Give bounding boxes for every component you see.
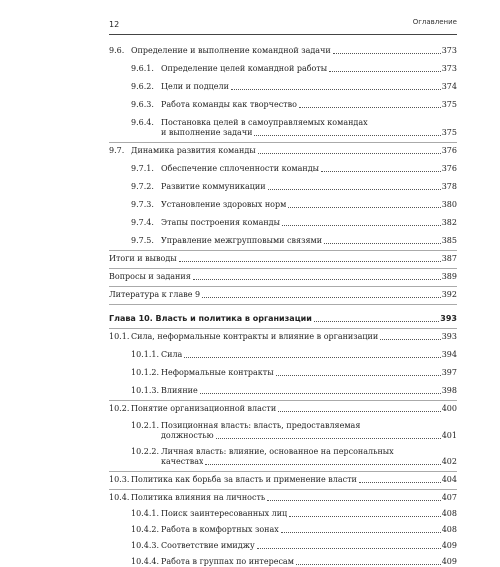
toc-entry-title-line2: качествах — [161, 457, 204, 466]
divider — [109, 489, 457, 490]
toc-entry-number: 10.4.4. — [131, 557, 159, 566]
toc-leader-dots — [200, 392, 441, 394]
toc-entry — [109, 509, 457, 519]
toc-leader-dots — [216, 437, 441, 439]
toc-leader-dots — [282, 224, 441, 226]
toc-entry — [109, 525, 457, 535]
toc-leader-dots — [268, 188, 441, 190]
toc-entry-title: Определение целей командной работы — [161, 64, 328, 73]
toc-leader-dots — [380, 338, 441, 340]
toc-entry — [109, 254, 457, 264]
toc-entry-title-line1: Личная власть: влияние, основанное на персональных — [161, 447, 394, 456]
toc-entry-page: 400 — [441, 404, 457, 413]
toc-entry — [109, 164, 457, 174]
toc-entry-title-line1: Позиционная власть: власть, предоставляемая — [161, 421, 361, 430]
toc-entry-number: 9.7.1. — [131, 164, 154, 173]
toc-entry-page: 393 — [441, 332, 457, 341]
toc-leader-dots — [321, 170, 441, 172]
toc-entry-continuation — [109, 431, 457, 441]
toc-entry-number: 9.7. — [109, 146, 125, 155]
toc-entry-title: Сила — [161, 350, 183, 359]
toc-entry-page: 394 — [441, 350, 457, 359]
divider — [109, 268, 457, 269]
toc-leader-dots — [276, 374, 441, 376]
toc-entry-page: 392 — [441, 290, 457, 299]
toc-leader-dots — [314, 320, 439, 322]
toc-entry-title: Влияние — [161, 386, 198, 395]
divider — [109, 250, 457, 251]
toc-entry — [109, 272, 457, 282]
toc-entry-number: 9.6.2. — [131, 82, 154, 91]
toc-entry-number: 10.4.2. — [131, 525, 159, 534]
toc-leader-dots — [296, 563, 441, 565]
toc-entry-page: 408 — [441, 509, 457, 518]
toc-entry — [109, 475, 457, 485]
toc-entry-page: 375 — [441, 100, 457, 109]
toc-leader-dots — [329, 70, 441, 72]
toc-entry-title: Неформальные контракты — [161, 368, 274, 377]
toc-entry-title: Установление здоровых норм — [161, 200, 287, 209]
toc-leader-dots — [278, 410, 441, 412]
divider — [109, 142, 457, 143]
divider — [109, 328, 457, 329]
toc-leader-dots — [281, 531, 441, 533]
toc-entry-number: 10.1.1. — [131, 350, 159, 359]
toc-entry-title: Соответствие имиджу — [161, 541, 255, 550]
toc-entry — [109, 182, 457, 192]
toc-entry-number: 10.2.1. — [131, 421, 159, 430]
toc-entry-title: Литература к главе 9 — [109, 290, 201, 299]
toc-entry — [109, 82, 457, 92]
toc-entry — [109, 64, 457, 74]
toc-leader-dots — [289, 515, 441, 517]
toc-entry — [109, 200, 457, 210]
toc-entry — [109, 493, 457, 503]
toc-entry-page: 389 — [441, 272, 457, 281]
toc-entry-number: 9.7.2. — [131, 182, 154, 191]
toc-entry-page: 402 — [441, 457, 457, 466]
toc-entry-page: 409 — [441, 557, 457, 566]
toc-entry-number: 10.1. — [109, 332, 130, 341]
toc-entry-page: 407 — [441, 493, 457, 502]
toc-leader-dots — [299, 106, 441, 108]
toc-entry-title: Политика влияния на личность — [131, 493, 266, 502]
toc-entry-page: 382 — [441, 218, 457, 227]
toc-entry-number: 10.3. — [109, 475, 130, 484]
toc-entry-title: Работа в комфортных зонах — [161, 525, 279, 534]
toc-entry-title: Определение и выполнение командной задачи — [131, 46, 331, 55]
toc-entry-title: Управление межгрупповыми связями — [161, 236, 323, 245]
chapter-heading — [109, 314, 457, 324]
toc-entry-page: 375 — [441, 128, 457, 137]
toc-entry-continuation — [109, 128, 457, 138]
toc-entry-title: Сила, неформальные контракты и влияние в организации — [131, 332, 379, 341]
toc-entry-title: Глава 10. Власть и политика в организации — [109, 314, 312, 323]
toc-leader-dots — [205, 463, 440, 465]
page-number: 12 — [109, 20, 120, 29]
toc-entry-title: Обеспечение сплоченности команды — [161, 164, 320, 173]
toc-entry-page: 401 — [441, 431, 457, 440]
toc-entry — [109, 146, 457, 156]
toc-leader-dots — [288, 206, 440, 208]
toc-entry — [109, 404, 457, 414]
toc-entry-number: 10.1.3. — [131, 386, 159, 395]
toc-entry — [109, 541, 457, 551]
toc-entry-title: Работа команды как творчество — [161, 100, 297, 109]
divider — [109, 286, 457, 287]
toc-entry — [109, 421, 457, 431]
running-head: Оглавление — [412, 18, 457, 26]
toc-leader-dots — [184, 356, 440, 358]
toc-entry-page: 397 — [441, 368, 457, 377]
toc-entry-number: 10.4.3. — [131, 541, 159, 550]
toc-entry — [109, 557, 457, 567]
toc-entry-title: Вопросы и задания — [109, 272, 191, 281]
toc-entry-page: 393 — [440, 314, 457, 323]
toc-entry — [109, 368, 457, 378]
toc-leader-dots — [333, 52, 441, 54]
toc-leader-dots — [258, 152, 441, 154]
toc-entry — [109, 100, 457, 110]
toc-entry — [109, 332, 457, 342]
toc-leader-dots — [193, 278, 441, 280]
toc-entry-number: 9.7.5. — [131, 236, 154, 245]
toc-entry-number: 9.6. — [109, 46, 125, 55]
toc-entry-number: 10.2. — [109, 404, 130, 413]
toc-entry — [109, 218, 457, 228]
divider — [109, 304, 457, 305]
toc-entry-page: 376 — [441, 146, 457, 155]
toc-entry-number: 10.2.2. — [131, 447, 159, 456]
toc-entry-page: 378 — [441, 182, 457, 191]
toc-entry-page: 373 — [441, 46, 457, 55]
toc-entry-page: 380 — [441, 200, 457, 209]
toc-entry-page: 404 — [441, 475, 457, 484]
toc-entry — [109, 290, 457, 300]
divider — [109, 471, 457, 472]
toc-entry-title-line2: должностью — [161, 431, 214, 440]
toc-entry-page: 387 — [441, 254, 457, 263]
toc-entry-page: 376 — [441, 164, 457, 173]
toc-leader-dots — [267, 499, 440, 501]
toc-leader-dots — [359, 481, 441, 483]
toc-leader-dots — [231, 88, 441, 90]
toc-entry-title: Этапы построения команды — [161, 218, 280, 227]
toc-entry-page: 374 — [441, 82, 457, 91]
toc-entry-title: Цели и подцели — [161, 82, 229, 91]
toc-entry-number: 9.6.4. — [131, 118, 154, 127]
toc-entry-title-line2: и выполнение задачи — [161, 128, 253, 137]
toc-leader-dots — [257, 547, 441, 549]
toc-entry-page: 398 — [441, 386, 457, 395]
toc-entry-number: 10.4. — [109, 493, 130, 502]
toc-entry-page: 385 — [441, 236, 457, 245]
divider — [109, 400, 457, 401]
toc-leader-dots — [254, 134, 440, 136]
toc-entry-page: 409 — [441, 541, 457, 550]
table-of-contents — [109, 40, 457, 567]
toc-entry-continuation — [109, 457, 457, 467]
toc-entry-title: Поиск заинтересованных лиц — [161, 509, 288, 518]
toc-leader-dots — [324, 242, 441, 244]
toc-entry-number: 9.6.1. — [131, 64, 154, 73]
toc-entry-title: Динамика развития команды — [131, 146, 256, 155]
toc-entry-number: 10.1.2. — [131, 368, 159, 377]
toc-entry-number: 9.7.3. — [131, 200, 154, 209]
toc-entry-title: Работа в группах по интересам — [161, 557, 294, 566]
toc-entry-title: Итоги и выводы — [109, 254, 177, 263]
toc-leader-dots — [179, 260, 441, 262]
toc-entry-title: Политика как борьба за власть и применение власти — [131, 475, 357, 484]
toc-entry-title-line1: Постановка целей в самоуправляемых командах — [161, 118, 368, 127]
toc-entry — [109, 447, 457, 457]
toc-entry — [109, 350, 457, 360]
toc-entry-number: 9.7.4. — [131, 218, 154, 227]
toc-entry — [109, 386, 457, 396]
page-header — [109, 18, 457, 35]
toc-entry-title: Развитие коммуникации — [161, 182, 266, 191]
toc-entry-page: 373 — [441, 64, 457, 73]
toc-entry — [109, 236, 457, 246]
toc-entry — [109, 118, 457, 128]
toc-entry — [109, 46, 457, 56]
toc-entry-number: 10.4.1. — [131, 509, 159, 518]
toc-entry-number: 9.6.3. — [131, 100, 154, 109]
toc-entry-page: 408 — [441, 525, 457, 534]
toc-entry-title: Понятие организационной власти — [131, 404, 277, 413]
toc-leader-dots — [202, 296, 441, 298]
